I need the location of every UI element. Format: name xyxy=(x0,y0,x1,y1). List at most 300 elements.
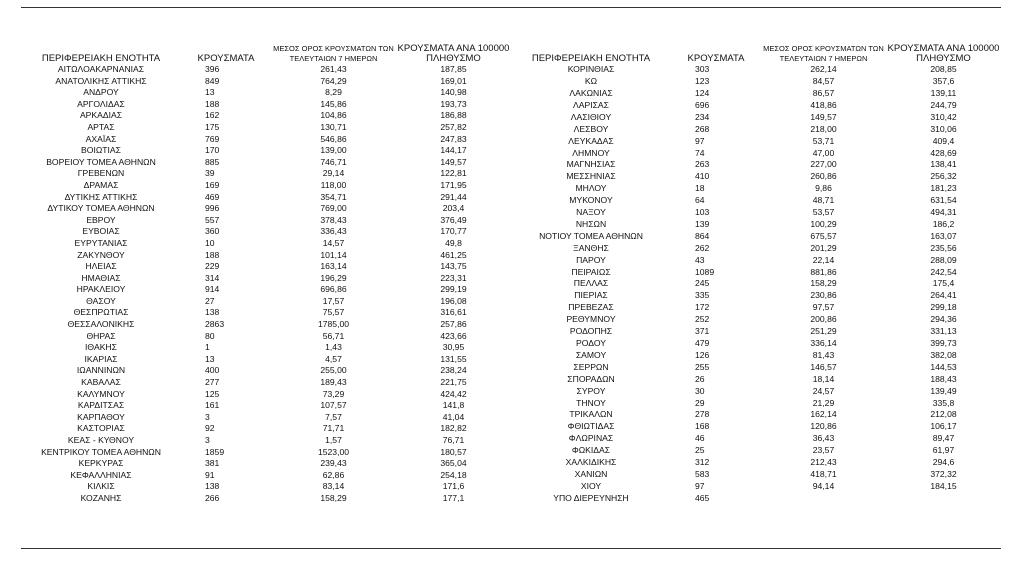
region-cell: ΘΕΣΣΑΛΟΝΙΚΗΣ xyxy=(67,319,135,330)
region-cell: ΣΠΟΡΑΔΩΝ xyxy=(567,373,615,384)
per100k-cell: 399,73 xyxy=(930,338,957,348)
per100k-cell: 288,09 xyxy=(930,254,957,265)
region-cell: ΥΠΟ ΔΙΕΡΕΥΝΗΣΗ xyxy=(553,492,629,503)
table-row xyxy=(21,226,511,238)
region-cell: ΧΑΝΙΩΝ xyxy=(574,468,608,479)
cases-cell: 1 xyxy=(205,342,210,353)
per100k-cell: 131,55 xyxy=(440,353,467,364)
table-row xyxy=(21,250,511,262)
avg7-cell: 1523,00 xyxy=(317,446,350,457)
per100k-cell: 180,57 xyxy=(440,446,467,457)
region-cell: ΦΛΩΡΙΝΑΣ xyxy=(568,433,614,444)
table-row xyxy=(21,470,511,482)
per100k-cell: 76,71 xyxy=(442,435,465,445)
region-cell: ΣΕΡΡΩΝ xyxy=(573,361,609,372)
table-row xyxy=(21,354,511,366)
region-cell: ΝΑΞΟΥ xyxy=(576,207,606,218)
cases-cell: 103 xyxy=(695,207,710,218)
region-cell: ΙΘΑΚΗΣ xyxy=(85,342,117,353)
per100k-cell: 382,08 xyxy=(930,349,957,360)
avg7-cell: 75,57 xyxy=(322,307,345,318)
avg7-cell: 696,86 xyxy=(320,284,347,295)
cases-cell: 400 xyxy=(205,365,220,376)
cases-cell: 479 xyxy=(695,338,710,348)
table-row xyxy=(21,481,511,493)
avg7-cell: 227,00 xyxy=(810,159,837,170)
per100k-cell: 254,18 xyxy=(440,469,467,480)
avg7-cell: 94,14 xyxy=(812,480,835,491)
avg7-cell: 18,14 xyxy=(812,373,835,384)
avg7-cell: 21,29 xyxy=(812,397,835,408)
table-row xyxy=(511,445,1001,457)
header-region: ΠΕΡΙΦΕΡΕΙΑΚΗ ΕΝΟΤΗΤΑ xyxy=(41,53,161,64)
per100k-cell: 294,36 xyxy=(930,314,957,325)
region-cell: ΛΗΜΝΟΥ xyxy=(572,147,610,158)
cases-cell: 360 xyxy=(205,226,220,237)
header-cases: ΚΡΟΥΣΜΑΤΑ xyxy=(687,53,745,64)
region-cell: ΚΑΡΔΙΤΣΑΣ xyxy=(77,400,125,411)
cases-cell: 172 xyxy=(695,302,710,313)
per100k-cell: 41,04 xyxy=(442,411,465,422)
avg7-cell: 189,43 xyxy=(320,377,347,388)
table-row xyxy=(511,338,1001,350)
per100k-cell: 294,6 xyxy=(932,457,955,468)
avg7-cell: 139,00 xyxy=(320,145,347,156)
per100k-cell: 291,44 xyxy=(440,191,467,202)
per100k-cell: 256,32 xyxy=(930,171,957,182)
per100k-cell: 169,01 xyxy=(440,75,467,86)
cases-cell: 2863 xyxy=(205,319,225,330)
avg7-cell: 86,57 xyxy=(812,87,835,98)
per100k-cell: 631,54 xyxy=(930,195,957,206)
avg7-cell: 1,43 xyxy=(325,342,342,353)
cases-cell: 39 xyxy=(205,168,215,179)
avg7-cell: 239,43 xyxy=(320,458,347,469)
header-region: ΠΕΡΙΦΕΡΕΙΑΚΗ ΕΝΟΤΗΤΑ xyxy=(531,53,651,64)
avg7-cell: 1,57 xyxy=(325,435,342,445)
region-cell: ΑΙΤΩΛΟΑΚΑΡΝΑΝΙΑΣ xyxy=(57,64,145,74)
table-row xyxy=(21,447,511,459)
table-row xyxy=(21,238,511,250)
cases-cell: 138 xyxy=(205,307,220,318)
region-cell: ΠΕΙΡΑΙΩΣ xyxy=(571,266,611,277)
per100k-cell: 409,4 xyxy=(932,135,955,146)
cases-cell: 465 xyxy=(695,492,710,503)
avg7-cell: 146,57 xyxy=(810,361,837,372)
per100k-cell: 171,95 xyxy=(440,179,467,190)
cases-cell: 188 xyxy=(205,249,220,260)
table-row xyxy=(511,302,1001,314)
region-cell: ΠΕΛΛΑΣ xyxy=(573,278,609,289)
cases-cell: 188 xyxy=(205,98,220,109)
per100k-cell: 106,17 xyxy=(930,421,957,432)
per100k-cell: 299,18 xyxy=(930,302,957,313)
table-row xyxy=(511,88,1001,100)
table-row xyxy=(21,87,511,99)
avg7-cell: 118,00 xyxy=(320,179,347,190)
avg7-cell: 48,71 xyxy=(812,195,835,206)
per100k-cell: 310,06 xyxy=(930,123,957,134)
region-cell: ΗΜΑΘΙΑΣ xyxy=(81,272,121,283)
per100k-cell: 335,8 xyxy=(932,397,955,408)
cases-cell: 139 xyxy=(695,218,710,229)
avg7-cell: 158,29 xyxy=(810,278,837,289)
table-row xyxy=(511,135,1001,147)
table-row xyxy=(21,400,511,412)
avg7-cell: 260,86 xyxy=(810,171,837,182)
avg7-cell: 7,57 xyxy=(325,411,342,422)
table-row xyxy=(21,215,511,227)
cases-cell: 396 xyxy=(205,64,220,74)
region-cell: ΚΑΒΑΛΑΣ xyxy=(81,377,121,388)
per100k-cell: 221,75 xyxy=(440,377,467,388)
cases-cell: 914 xyxy=(205,284,220,295)
cases-cell: 27 xyxy=(205,295,215,306)
region-cell: ΤΡΙΚΑΛΩΝ xyxy=(569,409,613,420)
header-per100k: ΚΡΟΥΣΜΑΤΑ ΑΝΑ 100000 ΠΛΗΘΥΣΜΟ xyxy=(397,43,510,64)
table-row xyxy=(511,64,1001,76)
avg7-cell: 200,86 xyxy=(810,314,837,325)
cases-cell: 125 xyxy=(205,388,220,399)
region-cell: ΛΕΥΚΑΔΑΣ xyxy=(568,135,614,146)
per100k-cell: 181,23 xyxy=(930,183,957,194)
table-row xyxy=(21,435,511,447)
region-cell: ΕΥΡΥΤΑΝΙΑΣ xyxy=(74,237,128,248)
per100k-cell: 365,04 xyxy=(440,458,467,469)
per100k-cell: 235,56 xyxy=(930,242,957,253)
cases-cell: 245 xyxy=(695,278,710,289)
cases-cell: 162 xyxy=(205,110,220,121)
cases-table-right xyxy=(511,40,1001,505)
region-cell: ΘΑΣΟΥ xyxy=(86,295,116,306)
table-row xyxy=(21,307,511,319)
per100k-cell: 247,83 xyxy=(440,133,467,144)
table-row xyxy=(21,168,511,180)
per100k-cell: 423,66 xyxy=(440,330,467,341)
cases-cell: 170 xyxy=(205,145,220,156)
bottom-rule xyxy=(21,548,1001,549)
table-row xyxy=(511,243,1001,255)
cases-cell: 43 xyxy=(695,254,705,265)
table-row xyxy=(21,296,511,308)
cases-cell: 26 xyxy=(695,373,705,384)
table-row xyxy=(511,219,1001,231)
cases-cell: 234 xyxy=(695,111,710,122)
table-row xyxy=(21,284,511,296)
region-cell: ΑΝΔΡΟΥ xyxy=(83,87,119,98)
per100k-cell: 138,41 xyxy=(930,159,957,170)
table-row xyxy=(21,203,511,215)
per100k-cell: 30,95 xyxy=(442,342,465,353)
per100k-cell: 257,86 xyxy=(440,319,467,330)
region-cell: ΔΡΑΜΑΣ xyxy=(83,179,119,190)
avg7-cell: 163,14 xyxy=(320,261,347,272)
region-cell: ΚΟΡΙΝΘΙΑΣ xyxy=(567,64,615,75)
table-row xyxy=(511,147,1001,159)
cases-tables xyxy=(21,40,1001,505)
avg7-cell: 53,71 xyxy=(812,135,835,146)
table-row xyxy=(21,377,511,389)
avg7-cell: 107,57 xyxy=(320,400,347,411)
cases-cell: 97 xyxy=(695,480,705,491)
per100k-cell: 141,8 xyxy=(442,400,465,411)
avg7-cell: 83,14 xyxy=(322,481,345,492)
region-cell: ΦΘΙΩΤΙΔΑΣ xyxy=(567,421,615,432)
table-row xyxy=(21,64,511,76)
cases-cell: 46 xyxy=(695,433,705,444)
region-cell: ΚΕΦΑΛΛΗΝΙΑΣ xyxy=(70,469,132,480)
table-row xyxy=(21,157,511,169)
table-row xyxy=(511,112,1001,124)
table-row xyxy=(511,183,1001,195)
region-cell: ΠΙΕΡΙΑΣ xyxy=(574,290,608,301)
table-row xyxy=(511,374,1001,386)
per100k-cell: 175,4 xyxy=(932,278,955,289)
table-row xyxy=(21,99,511,111)
cases-cell: 74 xyxy=(695,147,705,158)
avg7-cell: 261,43 xyxy=(320,64,347,74)
table-row xyxy=(511,100,1001,112)
table-row xyxy=(511,266,1001,278)
header-avg7: ΜΕΣΟΣ ΟΡΟΣ ΚΡΟΥΣΜΑΤΩΝ ΤΩΝ ΤΕΛΕΥΤΑΙΩΝ 7 ΗΜΕΡΩΝ xyxy=(273,44,394,63)
table-row xyxy=(511,278,1001,290)
per100k-cell: 428,69 xyxy=(930,147,957,158)
table-row xyxy=(21,412,511,424)
table-row xyxy=(21,365,511,377)
table-row xyxy=(511,481,1001,493)
table-row xyxy=(511,350,1001,362)
avg7-cell: 56,71 xyxy=(322,330,345,341)
region-cell: ΚΕΡΚΥΡΑΣ xyxy=(78,458,124,469)
per100k-cell: 149,57 xyxy=(440,156,467,167)
cases-cell: 410 xyxy=(695,171,710,182)
region-cell: ΘΗΡΑΣ xyxy=(86,330,116,341)
cases-cell: 138 xyxy=(205,481,220,492)
avg7-cell: 769,00 xyxy=(320,203,347,214)
avg7-cell: 9,86 xyxy=(815,183,832,194)
cases-table-left xyxy=(21,40,511,505)
cases-cell: 335 xyxy=(695,290,710,301)
region-cell: ΣΥΡΟΥ xyxy=(576,385,606,396)
cases-cell: 864 xyxy=(695,230,710,241)
region-cell: ΝΟΤΙΟΥ ΤΟΜΕΑ ΑΘΗΝΩΝ xyxy=(539,230,643,241)
cases-cell: 885 xyxy=(205,156,220,167)
avg7-cell: 881,86 xyxy=(810,266,837,277)
table-row xyxy=(21,110,511,122)
region-cell: ΗΡΑΚΛΕΙΟΥ xyxy=(76,284,126,295)
cases-cell: 30 xyxy=(695,385,705,396)
table-row xyxy=(21,273,511,285)
region-cell: ΑΝΑΤΟΛΙΚΗΣ ΑΤΤΙΚΗΣ xyxy=(55,75,147,86)
cases-cell: 469 xyxy=(205,191,220,202)
cases-cell: 371 xyxy=(695,326,710,337)
table-row xyxy=(21,423,511,435)
cases-cell: 91 xyxy=(205,469,215,480)
per100k-cell: 49,8 xyxy=(445,237,462,248)
avg7-cell: 418,86 xyxy=(810,99,837,110)
avg7-cell: 675,57 xyxy=(810,230,837,241)
cases-cell: 124 xyxy=(695,87,710,98)
per100k-cell: 170,77 xyxy=(440,226,467,237)
per100k-cell: 140,98 xyxy=(440,87,467,98)
cases-cell: 314 xyxy=(205,272,220,283)
per100k-cell: 264,41 xyxy=(930,290,957,301)
avg7-cell: 101,14 xyxy=(320,249,347,260)
region-cell: ΡΕΘΥΜΝΟΥ xyxy=(566,314,616,325)
avg7-cell: 81,43 xyxy=(812,349,835,360)
per100k-cell: 143,75 xyxy=(440,261,467,272)
cases-cell: 278 xyxy=(695,409,710,420)
table-row xyxy=(511,124,1001,136)
per100k-cell xyxy=(886,493,1001,505)
region-cell: ΕΒΡΟΥ xyxy=(86,214,116,225)
cases-cell: 169 xyxy=(205,179,220,190)
region-cell: ΘΕΣΠΡΩΤΙΑΣ xyxy=(73,307,129,318)
region-cell: ΔΥΤΙΚΗΣ ΑΤΤΙΚΗΣ xyxy=(64,191,138,202)
table-row xyxy=(511,255,1001,267)
region-cell: ΑΡΓΟΛΙΔΑΣ xyxy=(77,98,125,109)
per100k-cell: 223,31 xyxy=(440,272,467,283)
avg7-cell: 104,86 xyxy=(320,110,347,121)
avg7-cell: 418,71 xyxy=(810,468,837,479)
region-cell: ΚΑΣΤΟΡΙΑΣ xyxy=(77,423,125,434)
per100k-cell: 89,47 xyxy=(932,433,955,444)
table-row xyxy=(21,389,511,401)
region-cell: ΤΗΝΟΥ xyxy=(576,397,606,408)
region-cell: ΜΥΚΟΝΟΥ xyxy=(569,195,613,206)
header-row xyxy=(21,40,511,64)
cases-cell: 303 xyxy=(695,64,710,75)
cases-cell: 277 xyxy=(205,377,220,388)
header-row xyxy=(511,40,1001,64)
region-cell: ΚΕΑΣ - ΚΥΘΝΟΥ xyxy=(67,435,135,445)
avg7-cell: 17,57 xyxy=(322,295,345,306)
avg7-cell: 546,86 xyxy=(320,133,347,144)
region-cell: ΛΑΡΙΣΑΣ xyxy=(573,99,609,110)
cases-cell: 97 xyxy=(695,135,705,146)
region-cell: ΠΑΡΟΥ xyxy=(576,254,606,265)
per100k-cell: 163,07 xyxy=(930,230,957,241)
cases-cell: 268 xyxy=(695,123,710,134)
cases-cell: 696 xyxy=(695,99,710,110)
avg7-cell: 149,57 xyxy=(810,111,837,122)
per100k-cell: 461,25 xyxy=(440,249,467,260)
table-body-left xyxy=(21,64,511,505)
avg7-cell: 130,71 xyxy=(320,121,347,132)
avg7-cell: 764,29 xyxy=(320,75,347,86)
table-body-right xyxy=(511,64,1001,505)
per100k-cell: 122,81 xyxy=(440,168,467,179)
region-cell: ΓΡΕΒΕΝΩΝ xyxy=(77,168,125,179)
per100k-cell: 184,15 xyxy=(930,480,957,491)
table-row xyxy=(21,76,511,88)
region-cell: ΡΟΔΟΥ xyxy=(576,338,606,348)
table-row xyxy=(21,192,511,204)
table-row xyxy=(511,76,1001,88)
header-per100k: ΚΡΟΥΣΜΑΤΑ ΑΝΑ 100000 ΠΛΗΘΥΣΜΟ xyxy=(887,43,1000,64)
region-cell: ΜΕΣΣΗΝΙΑΣ xyxy=(566,171,616,182)
avg7-cell: 201,29 xyxy=(810,242,837,253)
region-cell: ΛΑΚΩΝΙΑΣ xyxy=(569,87,613,98)
table-row xyxy=(511,159,1001,171)
avg7-cell: 22,14 xyxy=(812,254,835,265)
region-cell: ΙΩΑΝΝΙΝΩΝ xyxy=(76,365,126,376)
per100k-cell: 299,19 xyxy=(440,284,467,295)
per100k-cell: 357,6 xyxy=(932,76,955,87)
table-row xyxy=(21,122,511,134)
avg7-cell: 53,57 xyxy=(812,207,835,218)
region-cell: ΝΗΣΩΝ xyxy=(575,218,607,229)
avg7-cell: 162,14 xyxy=(810,409,837,420)
table-row xyxy=(511,207,1001,219)
avg7-cell: 158,29 xyxy=(320,492,347,503)
region-cell: ΚΕΝΤΡΙΚΟΥ ΤΟΜΕΑ ΑΘΗΝΩΝ xyxy=(41,446,161,457)
region-cell: ΣΑΜΟΥ xyxy=(575,349,607,360)
table-row xyxy=(511,409,1001,421)
avg7-cell: 97,57 xyxy=(812,302,835,313)
per100k-cell: 144,53 xyxy=(930,361,957,372)
per100k-cell: 196,08 xyxy=(440,295,467,306)
region-cell: ΑΡΚΑΔΙΑΣ xyxy=(79,110,123,121)
avg7-cell: 255,00 xyxy=(320,365,347,376)
per100k-cell: 203,4 xyxy=(442,203,465,214)
table-row xyxy=(21,342,511,354)
table-row xyxy=(511,493,1001,505)
avg7-cell: 24,57 xyxy=(812,385,835,396)
table-row xyxy=(21,331,511,343)
cases-cell: 123 xyxy=(695,76,710,87)
table-row xyxy=(21,319,511,331)
cases-cell: 92 xyxy=(205,423,215,434)
table-row xyxy=(511,231,1001,243)
per100k-cell: 61,97 xyxy=(932,445,955,456)
region-cell: ΑΡΤΑΣ xyxy=(87,121,115,132)
per100k-cell: 139,49 xyxy=(930,385,957,396)
table-row xyxy=(511,314,1001,326)
table-row xyxy=(511,195,1001,207)
table-row xyxy=(511,362,1001,374)
cases-cell: 13 xyxy=(205,353,215,364)
cases-cell: 64 xyxy=(695,195,705,206)
region-cell: ΚΑΡΠΑΘΟΥ xyxy=(77,411,125,422)
per100k-cell: 187,85 xyxy=(440,64,467,74)
region-cell: ΜΗΛΟΥ xyxy=(575,183,607,194)
per100k-cell: 331,13 xyxy=(930,326,957,337)
avg7-cell: 262,14 xyxy=(810,64,837,75)
region-cell: ΞΑΝΘΗΣ xyxy=(573,242,609,253)
region-cell: ΛΕΣΒΟΥ xyxy=(573,123,609,134)
table-row xyxy=(511,290,1001,302)
table-row xyxy=(511,171,1001,183)
avg7-cell: 218,00 xyxy=(810,123,837,134)
avg7-cell: 14,57 xyxy=(322,237,345,248)
avg7-cell: 73,29 xyxy=(322,388,345,399)
table-row xyxy=(511,326,1001,338)
avg7-cell: 47,00 xyxy=(812,147,835,158)
avg7-cell: 196,29 xyxy=(320,272,347,283)
per100k-cell: 144,17 xyxy=(440,145,467,156)
avg7-cell: 71,71 xyxy=(322,423,345,434)
avg7-cell: 336,43 xyxy=(320,226,347,237)
cases-cell: 126 xyxy=(695,349,710,360)
table-row xyxy=(21,458,511,470)
per100k-cell: 244,79 xyxy=(930,99,957,110)
cases-cell: 557 xyxy=(205,214,220,225)
region-cell: ΖΑΚΥΝΘΟΥ xyxy=(77,249,125,260)
cases-cell: 996 xyxy=(205,203,220,214)
per100k-cell: 494,31 xyxy=(930,207,957,218)
region-cell: ΗΛΕΙΑΣ xyxy=(85,261,117,272)
